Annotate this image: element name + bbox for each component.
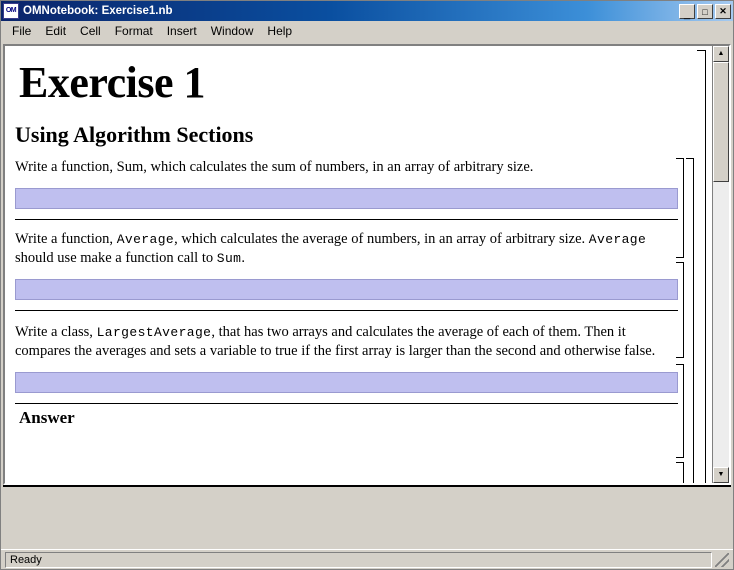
app-icon: OM (3, 3, 19, 19)
menu-item-insert[interactable]: Insert (166, 24, 197, 38)
close-icon: ✕ (719, 5, 727, 16)
cell-bracket-subgroup-3[interactable] (676, 364, 684, 458)
text-part: . (241, 250, 245, 267)
notebook-canvas[interactable] (5, 46, 712, 483)
cell-bracket-section[interactable] (686, 158, 694, 483)
lower-panel (3, 485, 731, 549)
notebook-input-cell-1[interactable] (15, 188, 678, 209)
vertical-scroll-track[interactable] (713, 62, 729, 467)
notebook-answer-heading[interactable]: Answer (19, 408, 75, 427)
document-area (1, 42, 733, 549)
vertical-scroll-thumb[interactable] (713, 62, 729, 182)
cell-divider-3 (15, 403, 678, 404)
minimize-button[interactable] (679, 4, 695, 19)
window-title: OMNotebook: Exercise1.nb (23, 5, 173, 17)
notebook-content (5, 46, 712, 483)
inline-code: LargestAverage (96, 324, 212, 340)
maximize-button[interactable] (697, 4, 713, 19)
inline-code: Average (588, 231, 647, 247)
cell-bracket-document[interactable] (697, 50, 706, 483)
menu-item-help[interactable]: Help (267, 24, 293, 38)
menu-item-file[interactable]: File (12, 24, 32, 38)
notebook-text-cell-2[interactable] (15, 230, 674, 269)
menu-item-format[interactable]: Format (114, 24, 153, 38)
text-part: Write a class, (15, 323, 97, 340)
text-part: , which calculates the average of numbers, in an array of arbitrary size. (174, 230, 589, 247)
cell-bracket-subgroup-4[interactable] (676, 462, 684, 483)
scroll-up-button[interactable]: ▲ (713, 46, 729, 62)
menu-item-window[interactable]: Window (210, 24, 254, 38)
text-part: Write a function, (15, 230, 117, 247)
vertical-scrollbar[interactable] (712, 46, 729, 483)
menu-bar (1, 21, 733, 42)
text-part: should use make a function call to (15, 250, 217, 267)
inline-code: Sum (216, 251, 242, 267)
cell-divider-2 (15, 310, 678, 311)
notebook-text-cell-1[interactable] (15, 158, 674, 178)
status-message: Ready (5, 552, 712, 568)
notebook-input-cell-3[interactable] (15, 372, 678, 393)
title-bar (1, 1, 733, 21)
status-bar (1, 549, 733, 569)
scroll-down-button[interactable]: ▼ (713, 467, 729, 483)
cell-divider-1 (15, 219, 678, 220)
resize-grip-icon[interactable] (715, 553, 729, 567)
minimize-icon: _ (683, 7, 691, 20)
notebook-input-cell-2[interactable] (15, 279, 678, 300)
cell-bracket-subgroup-1[interactable] (676, 158, 684, 258)
cell-bracket-subgroup-2[interactable] (676, 262, 684, 358)
notebook-scroll-area (5, 46, 729, 483)
inline-code: Average (116, 231, 175, 247)
maximize-icon: □ (702, 6, 708, 17)
close-button[interactable] (715, 4, 731, 19)
menu-item-edit[interactable]: Edit (45, 24, 67, 38)
notebook-frame (3, 44, 731, 485)
notebook-title-cell[interactable]: Exercise 1 (19, 58, 206, 107)
text-part: , that has two arrays and calculates the average of each of them. Then it compares the averages and sets a variable to true if the first array is larger than the second and otherwise false. (15, 323, 656, 360)
notebook-section-cell[interactable]: Using Algorithm Sections (15, 122, 254, 148)
window-controls (679, 4, 731, 19)
notebook-text-cell-3[interactable] (15, 323, 674, 362)
menu-item-cell[interactable]: Cell (80, 24, 101, 38)
text-part: Write a function, Sum, which calculates the sum of numbers, in an array of arbitrary size. (15, 159, 534, 176)
